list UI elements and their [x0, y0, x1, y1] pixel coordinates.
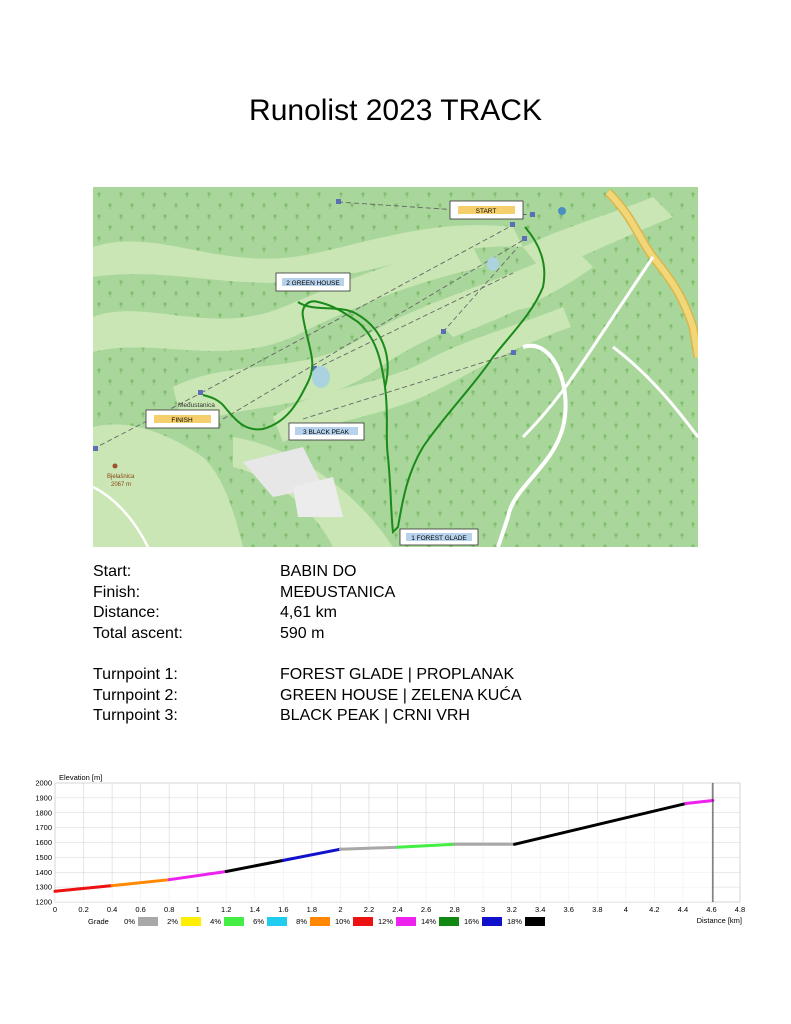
y-tick-label: 2000 [35, 778, 52, 788]
x-tick-label: 4.6 [706, 905, 717, 914]
turnpoint-1-row [93, 665, 693, 686]
peak-elevation: 2067 m [111, 482, 132, 488]
elevation-chart [30, 770, 760, 930]
x-tick-label: 4.4 [677, 905, 689, 914]
finish-label: FINISH [171, 417, 193, 424]
legend-label: 18% [506, 917, 522, 926]
finish-value: MEĐUSTANICA [280, 583, 396, 601]
x-tick-label: 1.6 [278, 905, 289, 914]
x-tick-label: 3.2 [506, 905, 517, 914]
x-tick-label: 0.2 [78, 905, 89, 914]
chart-legend [88, 917, 545, 926]
x-tick-label: 4 [623, 905, 628, 914]
x-tick-label: 2.2 [363, 905, 375, 914]
legend-label: 4% [210, 917, 221, 926]
x-tick-label: 1.2 [221, 905, 232, 914]
legend-title: Grade [88, 917, 109, 926]
legend-swatch [310, 917, 330, 926]
x-tick-label: 0.8 [163, 905, 175, 914]
legend-swatch [439, 917, 459, 926]
legend-swatch [224, 917, 244, 926]
start-flag [450, 201, 523, 219]
legend-label: 6% [253, 917, 264, 926]
y-tick-label: 1800 [35, 808, 52, 818]
x-tick-label: 3.8 [592, 905, 603, 914]
x-tick-label: 0 [52, 905, 58, 914]
legend-swatch [181, 917, 201, 926]
ascent-key: Total ascent: [93, 624, 183, 642]
x-tick-label: 1.8 [306, 905, 318, 914]
x-tick-label: 4.8 [734, 905, 746, 914]
race-info [93, 562, 693, 727]
y-tick-label: 1700 [35, 823, 52, 833]
turnpoint-3-value: BLACK PEAK | CRNI VRH [280, 707, 470, 724]
x-tick-label: 0.4 [106, 905, 118, 914]
turnpoint-2-key: Turnpoint 2: [93, 686, 178, 704]
x-axis-label: Distance [km] [696, 916, 742, 925]
legend-label: 2% [167, 917, 178, 926]
finish-key: Finish: [93, 583, 141, 601]
y-tick-label: 1300 [35, 882, 52, 892]
legend-label: 8% [296, 917, 307, 926]
legend-label: 12% [377, 917, 393, 926]
x-tick-label: 3.6 [563, 905, 574, 914]
x-tick-label: 2 [338, 905, 343, 914]
x-tick-label: 0.6 [135, 905, 146, 914]
distance-value: 4,61 km [280, 604, 337, 621]
turnpoint-3-row [93, 706, 693, 727]
start-key: Start: [93, 563, 132, 580]
finish-flag [146, 410, 219, 428]
turnpoint-1-flag [400, 529, 478, 545]
lake [312, 366, 330, 388]
distance-key: Distance: [93, 604, 160, 621]
y-tick-label: 1600 [35, 838, 52, 847]
turnpoint-1-label: 1 FOREST GLADE [411, 535, 467, 542]
turnpoint-3-label: 3 BLACK PEAK [303, 429, 349, 436]
distance-row [93, 603, 693, 624]
start-value: BABIN DO [280, 563, 357, 580]
y-tick-label: 1900 [35, 793, 52, 803]
x-tick-label: 4.2 [649, 905, 660, 914]
turnpoint-2-flag [276, 273, 350, 291]
turnpoint-2-value: GREEN HOUSE | ZELENA KUĆA [280, 686, 522, 704]
legend-swatch [482, 917, 502, 926]
ascent-value: 590 m [280, 624, 325, 642]
legend-swatch [138, 917, 158, 926]
turnpoint-3-key: Turnpoint 3: [93, 707, 178, 724]
turnpoint-2-label: 2 GREEN HOUSE [286, 280, 340, 287]
turnpoint-1-value: FOREST GLADE | PROPLANAK [280, 666, 515, 683]
legend-label: 14% [420, 917, 436, 926]
legend-swatch [353, 917, 373, 926]
y-tick-label: 1200 [35, 897, 52, 907]
start-label: START [475, 208, 497, 215]
x-tick-label: 2.8 [449, 905, 460, 914]
start-row [93, 562, 693, 583]
x-tick-label: 1.4 [249, 905, 261, 914]
y-tick-label: 1500 [35, 852, 52, 862]
ascent-row [93, 624, 693, 645]
poi-icon [558, 207, 566, 215]
x-tick-label: 2.6 [420, 905, 432, 914]
x-tick-label: 3 [481, 905, 486, 914]
turnpoint-2-row [93, 686, 693, 707]
turnpoint-1-key: Turnpoint 1: [93, 666, 178, 683]
y-axis-label: Elevation [m] [59, 773, 103, 782]
place-label: Međustanica [178, 402, 215, 409]
track-map [93, 187, 698, 547]
profile-segment [340, 847, 397, 849]
legend-label: 0% [124, 917, 135, 926]
legend-swatch [396, 917, 416, 926]
peak-label: Bjelašnica [107, 474, 135, 480]
page-title: Runolist 2023 TRACK [249, 94, 542, 127]
y-tick-label: 1400 [35, 867, 52, 877]
x-tick-label: 2.4 [392, 905, 403, 914]
x-tick-label: 3.4 [534, 905, 546, 914]
legend-swatch [525, 917, 545, 926]
legend-swatch [267, 917, 287, 926]
turnpoint-3-flag [289, 423, 364, 440]
legend-label: 10% [334, 917, 350, 926]
x-tick-label: 1 [195, 905, 200, 914]
finish-row [93, 583, 693, 604]
legend-label: 16% [463, 917, 479, 926]
